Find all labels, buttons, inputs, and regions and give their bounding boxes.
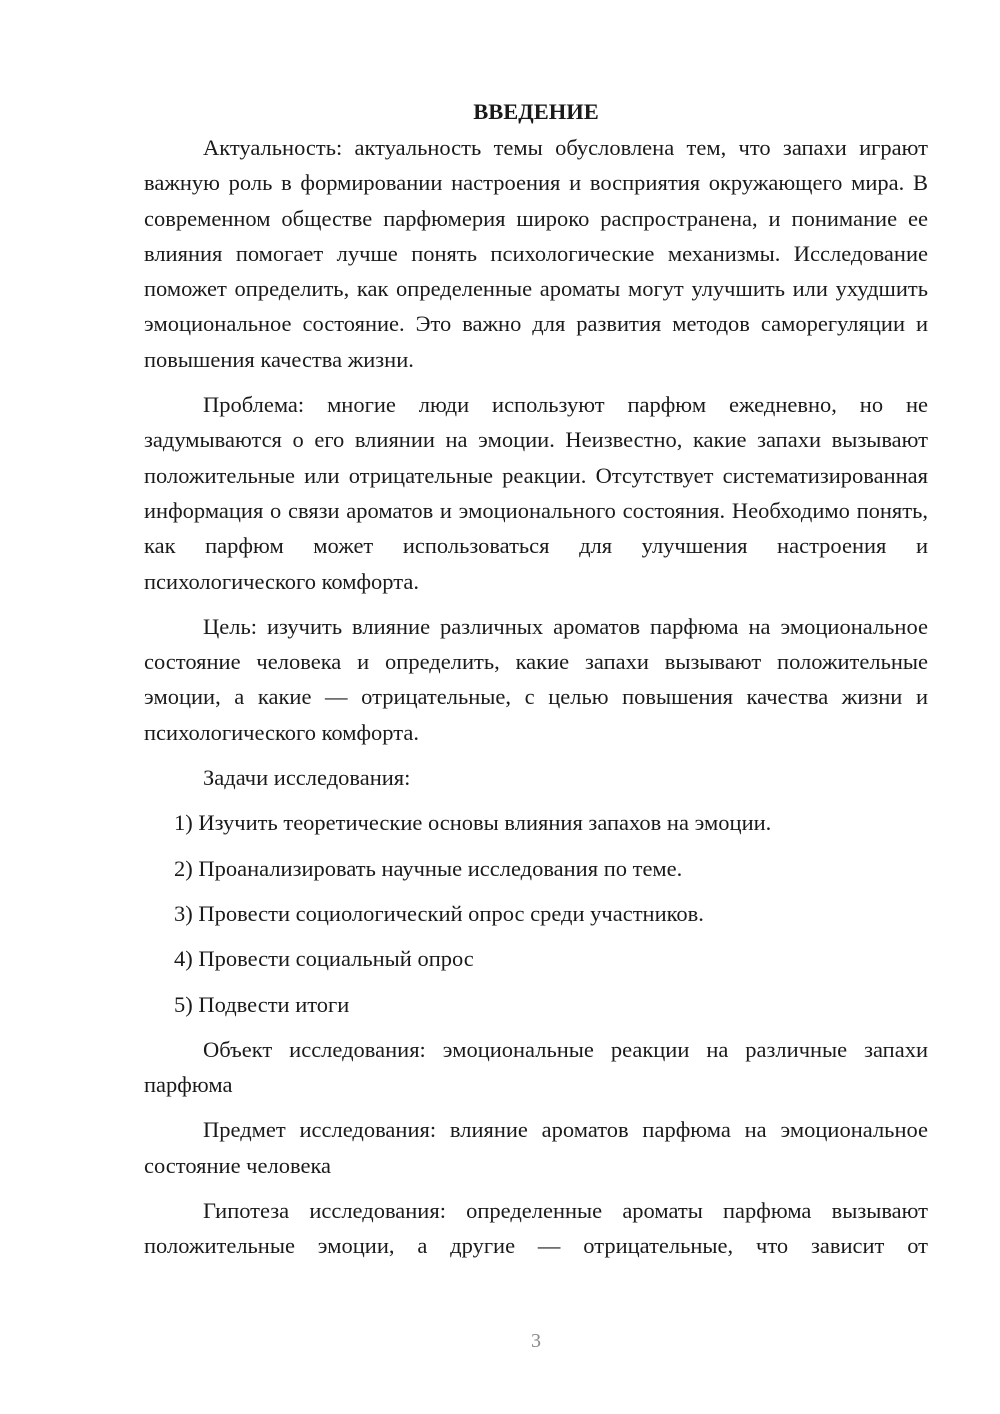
task-item-3: 3) Провести социологический опрос среди участников.: [174, 900, 704, 926]
paragraph-subject: Предмет исследования: влияние ароматов парфюма на эмоциональное состояние человека: [144, 1117, 928, 1178]
tasks-list: [144, 805, 928, 1021]
paragraph-hypothesis: Гипотеза исследования: определенные ароматы парфюма вызывают положительные эмоции, а другие — отрицательные, что зависит от: [144, 1198, 928, 1259]
task-item-5: 5) Подвести итоги: [174, 991, 350, 1017]
tasks-heading: Задачи исследования:: [203, 765, 411, 791]
paragraph-relevance: Актуальность: актуальность темы обусловлена тем, что запахи играют важную роль в формировании настроения и восприятия окружающего мира. В современном обществе парфюмерия широко распространена, и понимание ее влияния помогает лучше понять психологические механизмы. Исследование поможет определить, как определенные ароматы могут улучшить или ухудшить эмоциональное состояние. Это важно для развития методов саморегуляции и повышения качества жизни.: [144, 135, 928, 372]
task-item-4: 4) Провести социальный опрос: [174, 946, 474, 972]
paragraph-object: Объект исследования: эмоциональные реакции на различные запахи парфюма: [144, 1036, 928, 1098]
page-number: 3: [531, 1330, 541, 1352]
page-content: [144, 94, 928, 1264]
task-item-2: 2) Проанализировать научные исследования по теме.: [174, 855, 683, 881]
section-title: ВВЕДЕНИЕ: [473, 99, 599, 124]
paragraph-goal: Цель: изучить влияние различных ароматов парфюма на эмоциональное состояние человека и определить, какие запахи вызывают положительные эмоции, а какие — отрицательные, с целью повышения качества жизни и психологического комфорта.: [144, 613, 928, 745]
task-item-1: 1) Изучить теоретические основы влияния запахов на эмоции.: [174, 810, 772, 836]
paragraph-problem: Проблема: многие люди используют парфюм ежедневно, но не задумываются о его влиянии на эмоции. Неизвестно, какие запахи вызывают положительные или отрицательные реакции. Отсутствует систематизированная информация о связи ароматов и эмоционального состояния. Необходимо понять, как парфюм может использоваться для улучшения настроения и психологического комфорта.: [144, 392, 928, 594]
